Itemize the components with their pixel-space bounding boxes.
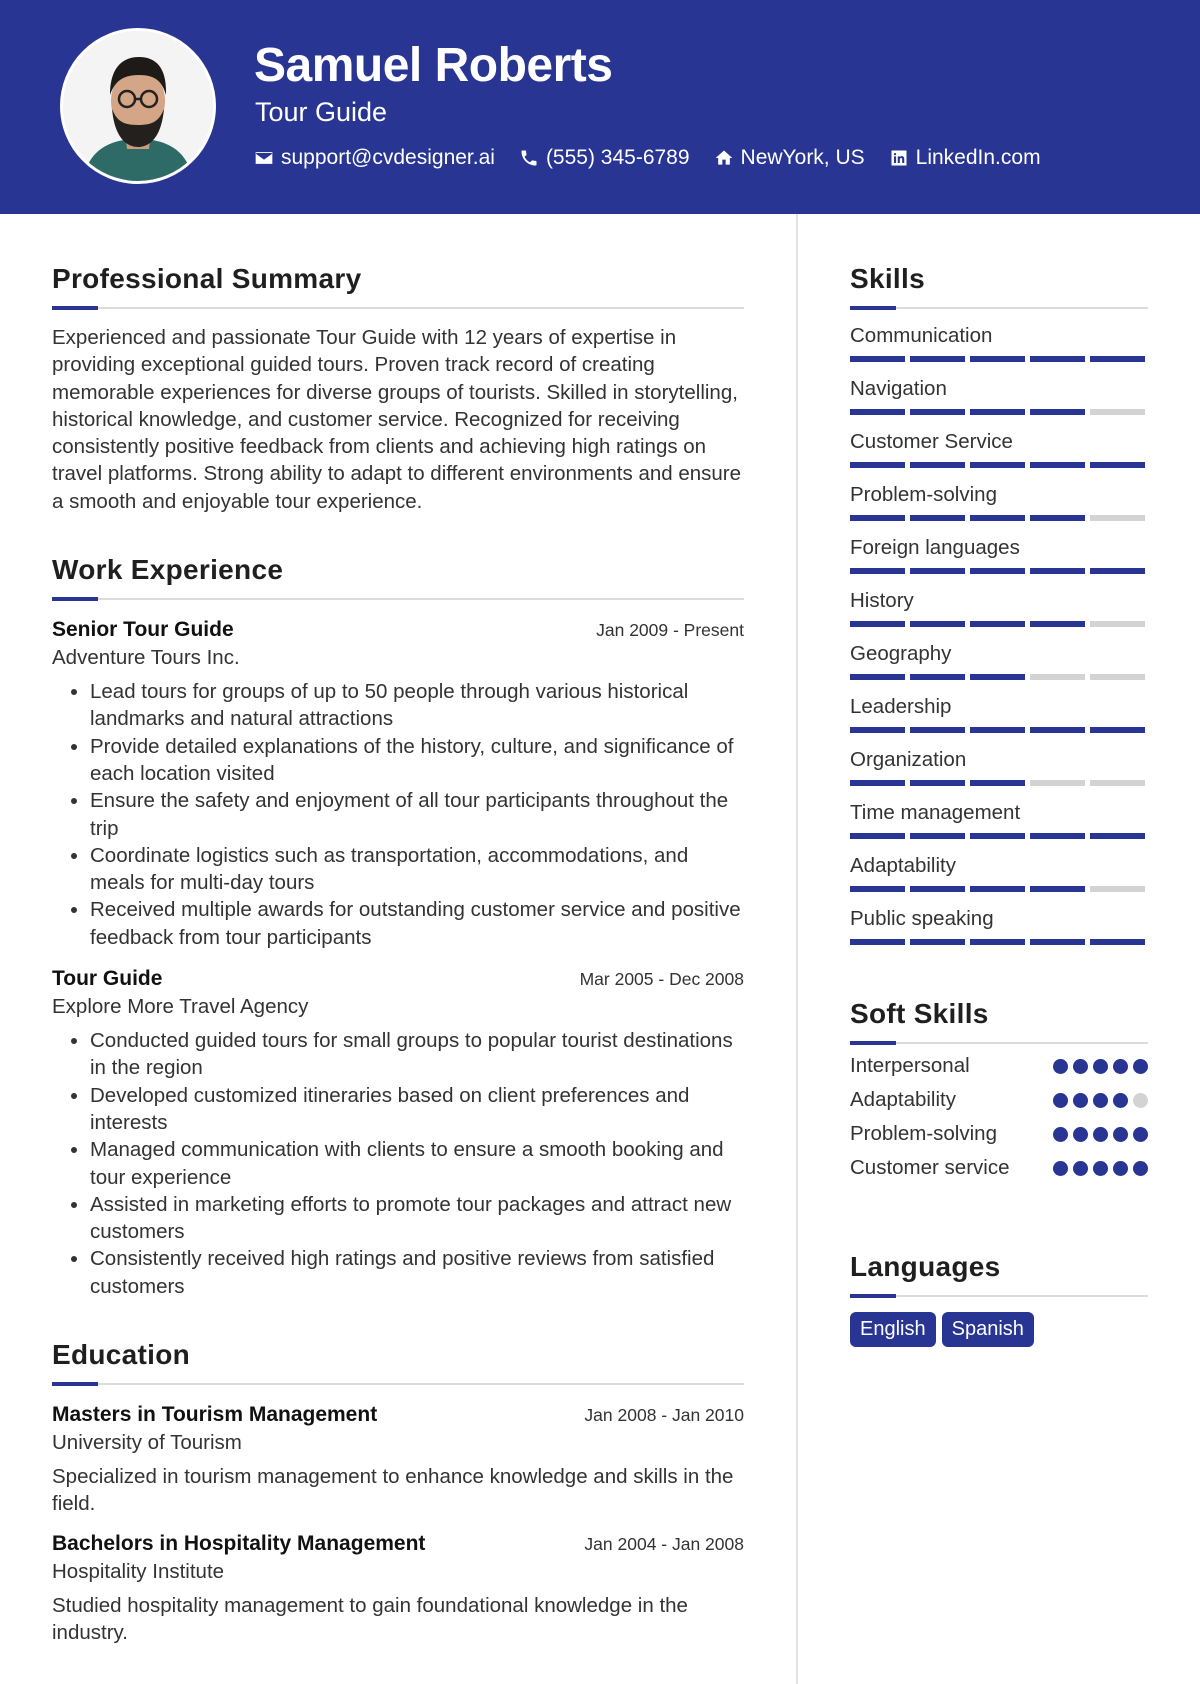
rating-dot	[1053, 1127, 1068, 1142]
rating-dot	[1093, 1127, 1108, 1142]
skill-name: Problem-solving	[850, 483, 997, 506]
rating-dot	[1093, 1161, 1108, 1176]
skill-item	[850, 907, 1148, 945]
job-title: Tour Guide	[255, 97, 388, 127]
skill-level-segment	[970, 674, 1025, 680]
skill-item	[850, 801, 1148, 839]
rating-dot	[1113, 1161, 1128, 1176]
skill-level-segment	[910, 356, 965, 362]
contact-phone-text: (555) 345-6789	[545, 146, 690, 169]
rating-dot	[1053, 1059, 1068, 1074]
job-entry	[52, 618, 744, 951]
skill-level-bar	[850, 409, 1148, 415]
skill-level-bar	[850, 780, 1148, 786]
skill-item	[850, 430, 1148, 468]
job-bullet: • Provide detailed explanations of the history, culture, and significance of each location visited	[90, 733, 744, 788]
resume-header	[0, 0, 1200, 214]
language-badge: English	[850, 1312, 936, 1347]
skill-level-segment	[1030, 727, 1085, 733]
skill-level-segment	[970, 515, 1025, 521]
soft-skill-rating	[1053, 1161, 1148, 1176]
skill-level-segment	[1030, 674, 1085, 680]
contact-email[interactable]	[254, 146, 495, 170]
soft-skill-rating	[1053, 1093, 1148, 1108]
job-date: Jan 2009 - Present	[596, 620, 744, 641]
skill-level-segment	[970, 886, 1025, 892]
skill-item	[850, 324, 1148, 362]
education-section	[52, 1338, 744, 1646]
profile-photo	[60, 28, 216, 184]
skill-level-segment	[970, 621, 1025, 627]
soft-skill-item	[850, 1054, 1148, 1078]
main-column	[52, 262, 744, 1646]
summary-text: Experienced and passionate Tour Guide with 12 years of expertise in providing exceptional guided tours. Proven track record of creating memorable experiences for diverse groups of tourists. Skilled in storytelling, historical knowledge, and customer service. Recognized for receiving consistently positive feedback from clients and achieving high ratings on travel platforms. Strong ability to adapt to different environments and ensure a smooth and enjoyable tour experience.	[52, 326, 742, 513]
education-description: Specialized in tourism management to enhance knowledge and skills in the field.	[52, 1465, 734, 1516]
skill-level-segment	[910, 833, 965, 839]
contact-location-text: NewYork, US	[740, 146, 865, 169]
education-entry	[52, 1532, 744, 1647]
skill-item	[850, 748, 1148, 786]
rating-dot	[1093, 1059, 1108, 1074]
skill-level-segment	[910, 674, 965, 680]
skill-level-bar	[850, 621, 1148, 627]
languages-section	[850, 1250, 1148, 1347]
section-underline	[52, 306, 744, 309]
skill-name: History	[850, 589, 914, 612]
envelope-icon	[254, 148, 274, 168]
skill-level-segment	[1090, 621, 1145, 627]
linkedin-icon	[889, 148, 909, 168]
skill-level-segment	[850, 409, 905, 415]
skill-level-segment	[970, 409, 1025, 415]
skill-level-segment	[850, 833, 905, 839]
skill-level-segment	[1030, 833, 1085, 839]
sidebar-column	[850, 262, 1148, 1347]
education-date: Jan 2008 - Jan 2010	[584, 1405, 744, 1426]
skill-level-bar	[850, 356, 1148, 362]
job-bullets	[52, 1027, 744, 1300]
portrait-image	[63, 31, 213, 181]
skill-level-segment	[970, 780, 1025, 786]
skill-level-segment	[970, 727, 1025, 733]
rating-dot	[1113, 1093, 1128, 1108]
skill-item	[850, 589, 1148, 627]
skill-level-segment	[1030, 409, 1085, 415]
contact-bar	[254, 146, 1065, 170]
language-badges	[850, 1312, 1148, 1347]
skill-level-segment	[850, 462, 905, 468]
skill-level-segment	[850, 515, 905, 521]
experience-section	[52, 553, 744, 1300]
job-company: Explore More Travel Agency	[52, 995, 309, 1019]
skill-level-segment	[850, 568, 905, 574]
phone-icon	[519, 148, 539, 168]
job-date: Mar 2005 - Dec 2008	[579, 969, 744, 990]
school-name: Hospitality Institute	[52, 1559, 225, 1583]
skill-level-segment	[850, 780, 905, 786]
skill-level-segment	[1090, 515, 1145, 521]
rating-dot	[1113, 1127, 1128, 1142]
experience-heading: Work Experience	[52, 554, 284, 586]
contact-location	[714, 146, 865, 170]
job-entry	[52, 967, 744, 1300]
section-underline	[850, 1294, 1148, 1297]
contact-linkedin-text: LinkedIn.com	[915, 146, 1041, 169]
skill-level-segment	[1090, 356, 1145, 362]
job-company: Adventure Tours Inc.	[52, 646, 240, 670]
skill-level-bar	[850, 727, 1148, 733]
skill-level-bar	[850, 568, 1148, 574]
skill-level-segment	[1090, 780, 1145, 786]
skill-name: Adaptability	[850, 854, 956, 877]
skill-name: Communication	[850, 324, 993, 347]
rating-dot	[1053, 1093, 1068, 1108]
skill-level-segment	[1090, 727, 1145, 733]
rating-dot	[1133, 1161, 1148, 1176]
soft-skill-rating	[1053, 1059, 1148, 1074]
skill-level-segment	[1090, 568, 1145, 574]
education-entry	[52, 1403, 744, 1518]
skill-name: Geography	[850, 642, 952, 665]
section-underline	[52, 597, 744, 600]
skill-level-segment	[970, 356, 1025, 362]
candidate-name: Samuel Roberts	[254, 39, 613, 92]
skill-level-segment	[1030, 356, 1085, 362]
rating-dot	[1073, 1161, 1088, 1176]
skill-item	[850, 695, 1148, 733]
skill-level-segment	[1090, 833, 1145, 839]
skill-level-segment	[1030, 515, 1085, 521]
skill-level-segment	[850, 727, 905, 733]
degree-title: Masters in Tourism Management	[52, 1403, 378, 1427]
languages-heading: Languages	[850, 1251, 1001, 1282]
rating-dot	[1073, 1127, 1088, 1142]
rating-dot	[1053, 1161, 1068, 1176]
language-badge: Spanish	[942, 1312, 1034, 1347]
skill-item	[850, 536, 1148, 574]
skill-level-bar	[850, 515, 1148, 521]
skill-name: Foreign languages	[850, 536, 1020, 559]
skill-level-segment	[1030, 621, 1085, 627]
skill-level-segment	[850, 674, 905, 680]
job-bullet: • Conducted guided tours for small groups to popular tourist destinations in the region	[90, 1027, 744, 1082]
job-bullet: • Lead tours for groups of up to 50 people through various historical landmarks and natural attractions	[90, 678, 744, 733]
soft-skill-name: Customer service	[850, 1156, 1010, 1179]
degree-title: Bachelors in Hospitality Management	[52, 1531, 426, 1555]
school-name: University of Tourism	[52, 1431, 242, 1455]
job-bullet: • Assisted in marketing efforts to promote tour packages and attract new customers	[90, 1191, 744, 1246]
soft-skill-name: Adaptability	[850, 1088, 956, 1111]
soft-skills-section	[850, 997, 1148, 1180]
job-bullet: • Coordinate logistics such as transportation, accommodations, and meals for multi-day tours	[90, 842, 744, 897]
job-bullets	[52, 678, 744, 951]
skill-level-segment	[1030, 780, 1085, 786]
skill-item	[850, 642, 1148, 680]
skill-level-segment	[970, 568, 1025, 574]
skill-level-bar	[850, 886, 1148, 892]
home-icon	[714, 148, 734, 168]
contact-email-text: support@cvdesigner.ai	[281, 146, 495, 169]
job-bullet: • Consistently received high ratings and positive reviews from satisfied customers	[90, 1245, 744, 1300]
skill-name: Leadership	[850, 695, 952, 718]
summary-section	[52, 262, 744, 515]
skill-level-segment	[1090, 886, 1145, 892]
skill-item	[850, 483, 1148, 521]
job-bullet: • Managed communication with clients to ensure a smooth booking and tour experience	[90, 1136, 744, 1191]
education-heading: Education	[52, 1339, 191, 1371]
skill-level-segment	[1090, 462, 1145, 468]
skill-level-segment	[970, 939, 1025, 945]
skills-section	[850, 262, 1148, 945]
job-bullet: • Received multiple awards for outstanding customer service and positive feedback from tour participants	[90, 896, 744, 951]
skills-heading: Skills	[850, 263, 925, 294]
soft-skill-name: Interpersonal	[850, 1054, 970, 1077]
skill-level-segment	[850, 621, 905, 627]
skill-level-segment	[1090, 409, 1145, 415]
skill-name: Customer Service	[850, 430, 1013, 453]
skill-level-segment	[1030, 568, 1085, 574]
skill-item	[850, 854, 1148, 892]
skill-level-segment	[910, 621, 965, 627]
skill-level-bar	[850, 462, 1148, 468]
skill-level-segment	[910, 515, 965, 521]
soft-skill-name: Problem-solving	[850, 1122, 997, 1145]
rating-dot	[1113, 1059, 1128, 1074]
skill-level-segment	[850, 356, 905, 362]
skill-level-segment	[1090, 939, 1145, 945]
skill-name: Navigation	[850, 377, 947, 400]
job-role: Senior Tour Guide	[52, 618, 234, 642]
soft-skills-heading: Soft Skills	[850, 998, 989, 1029]
skill-level-segment	[910, 727, 965, 733]
skills-list	[850, 324, 1148, 945]
job-bullet: • Ensure the safety and enjoyment of all tour participants throughout the trip	[90, 787, 744, 842]
soft-skill-rating	[1053, 1127, 1148, 1142]
section-underline	[52, 1382, 744, 1385]
skill-level-segment	[970, 462, 1025, 468]
skill-level-bar	[850, 674, 1148, 680]
skill-level-segment	[910, 409, 965, 415]
skill-level-bar	[850, 939, 1148, 945]
skill-level-segment	[1090, 674, 1145, 680]
section-underline	[850, 1041, 1148, 1044]
job-role: Tour Guide	[52, 967, 163, 991]
skill-name: Time management	[850, 801, 1021, 824]
skill-level-segment	[850, 886, 905, 892]
rating-dot	[1133, 1127, 1148, 1142]
skill-level-segment	[1030, 939, 1085, 945]
education-description: Studied hospitality management to gain foundational knowledge in the industry.	[52, 1593, 688, 1644]
rating-dot	[1093, 1093, 1108, 1108]
rating-dot	[1133, 1093, 1148, 1108]
skill-level-segment	[1030, 886, 1085, 892]
rating-dot	[1073, 1093, 1088, 1108]
job-bullet: • Developed customized itineraries based on client preferences and interests	[90, 1082, 744, 1137]
skill-level-segment	[910, 780, 965, 786]
skill-level-bar	[850, 833, 1148, 839]
skill-name: Public speaking	[850, 907, 994, 930]
skill-name: Organization	[850, 748, 967, 771]
rating-dot	[1133, 1059, 1148, 1074]
contact-phone[interactable]	[519, 146, 690, 170]
soft-skill-item	[850, 1156, 1148, 1180]
section-underline	[850, 306, 1148, 309]
soft-skill-item	[850, 1122, 1148, 1146]
skill-level-segment	[970, 833, 1025, 839]
skill-level-segment	[910, 462, 965, 468]
summary-heading: Professional Summary	[52, 263, 362, 294]
soft-skill-item	[850, 1088, 1148, 1112]
contact-linkedin[interactable]	[889, 146, 1041, 170]
skill-level-segment	[910, 886, 965, 892]
soft-skills-list	[850, 1054, 1148, 1180]
rating-dot	[1073, 1059, 1088, 1074]
column-divider	[796, 214, 798, 1684]
education-date: Jan 2004 - Jan 2008	[584, 1533, 744, 1554]
skill-level-segment	[1030, 462, 1085, 468]
skill-level-segment	[850, 939, 905, 945]
skill-item	[850, 377, 1148, 415]
skill-level-segment	[910, 568, 965, 574]
skill-level-segment	[910, 939, 965, 945]
